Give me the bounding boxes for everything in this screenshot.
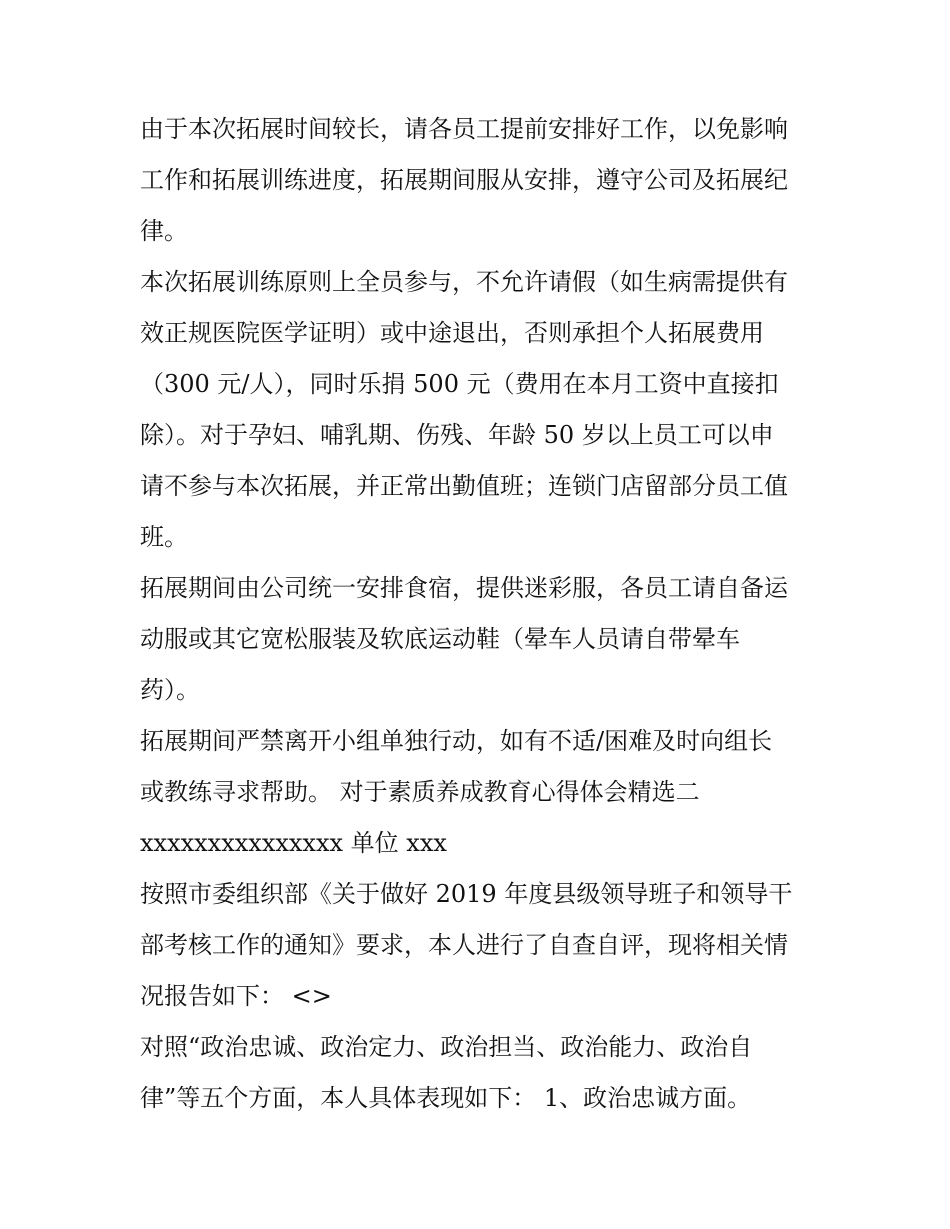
text-line: 工作和拓展训练进度，拓展期间服从安排，遵守公司及拓展纪 bbox=[140, 166, 788, 194]
text-line: 班。 bbox=[140, 523, 188, 551]
text-line: 本次拓展训练原则上全员参与，不允许请假（如生病需提供有 bbox=[140, 268, 788, 296]
text-line: 除）。对于孕妇、哺乳期、伤残、年龄 50 岁以上员工可以申 bbox=[140, 421, 774, 449]
text-line: （300 元/人），同时乐捐 500 元（费用在本月工资中直接扣 bbox=[140, 370, 779, 398]
text-line: xxxxxxxxxxxxxxx 单位 xxx bbox=[140, 829, 447, 857]
text-line: 按照市委组织部《关于做好 2019 年度县级领导班子和领导干 bbox=[140, 880, 793, 908]
text-line: 况报告如下： <> bbox=[140, 982, 332, 1010]
paragraph-self-assessment-intro bbox=[140, 869, 820, 1022]
paragraph-political-aspects bbox=[140, 1022, 820, 1124]
paragraph-expansion-schedule bbox=[140, 104, 820, 257]
text-line: 动服或其它宽松服装及软底运动鞋（晕车人员请自带晕车 bbox=[140, 625, 740, 653]
text-line: 律。 bbox=[140, 217, 188, 245]
text-line: 由于本次拓展时间较长，请各员工提前安排好工作，以免影响 bbox=[140, 115, 788, 143]
text-line: 或教练寻求帮助。 对于素质养成教育心得体会精选二 bbox=[140, 778, 700, 806]
paragraph-attendance-rules bbox=[140, 257, 820, 563]
text-line: 对照“政治忠诚、政治定力、政治担当、政治能力、政治自 bbox=[140, 1033, 753, 1061]
text-line: 拓展期间严禁离开小组单独行动，如有不适/困难及时向组长 bbox=[140, 727, 773, 755]
text-line: 拓展期间由公司统一安排食宿，提供迷彩服，各员工请自备运 bbox=[140, 574, 788, 602]
text-line: 药）。 bbox=[140, 676, 200, 704]
paragraph-safety bbox=[140, 716, 820, 818]
document-body bbox=[140, 104, 820, 1124]
text-line: 请不参与本次拓展，并正常出勤值班；连锁门店留部分员工值 bbox=[140, 472, 788, 500]
paragraph-unit bbox=[140, 818, 820, 869]
paragraph-accommodation bbox=[140, 563, 820, 716]
text-line: 效正规医院医学证明）或中途退出，否则承担个人拓展费用 bbox=[140, 319, 764, 347]
text-line: 部考核工作的通知》要求，本人进行了自查自评，现将相关情 bbox=[140, 931, 788, 959]
text-line: 律”等五个方面，本人具体表现如下： 1、政治忠诚方面。 bbox=[140, 1084, 752, 1112]
